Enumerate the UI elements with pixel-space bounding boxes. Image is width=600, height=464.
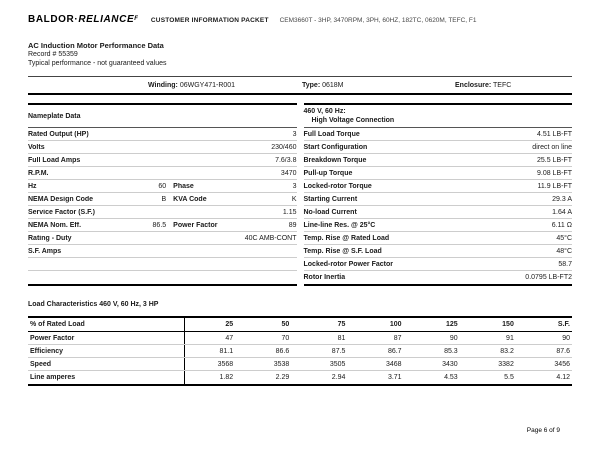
row-value: 11.9 LB-FT [537,182,572,190]
cell-value: 86.7 [387,347,402,355]
cell [28,209,166,216]
cell-value: 83.2 [500,347,514,355]
performance-note: Typical performance - not guaranteed values [28,60,167,67]
logo-trademark-glyph: F [134,16,138,22]
cell-value: 3456 [554,360,570,368]
column-header: 125 [446,321,458,328]
row-label: R.P.M. [28,169,49,177]
row-value: 9.08 LB-FT [536,169,572,177]
cell-value: 86.6 [275,347,290,355]
column-header: 50 [281,321,290,328]
page-header [28,14,588,25]
column-header: 25 [225,321,234,328]
column-header: S.F. [557,321,570,328]
row-label: Locked-rotor Torque [303,182,372,190]
type-value: 0618M [322,82,344,89]
table-row [28,345,572,358]
cell [28,222,166,229]
logo-text-baldor: BALDOR [28,14,75,25]
cell-value: 87.5 [331,347,346,355]
column-header: 100 [389,321,402,328]
table-row [28,154,297,167]
row-value: K [291,195,297,203]
row-value: 3470 [280,169,297,177]
data-tables-section [28,103,572,286]
table-row [28,167,297,180]
table-row [304,206,573,219]
table-row [304,245,573,258]
cell-value: 4.12 [556,374,570,381]
row-label: Starting Current [303,195,358,203]
cell-value: 47 [225,334,234,342]
row-value: 58.7 [558,260,572,268]
row-label: NEMA Design Code [28,195,94,203]
row-value: 4.51 LB-FT [536,130,572,138]
row-label: Line amperes [28,371,185,384]
nameplate-table [28,103,297,286]
cell-value: 90 [562,334,570,342]
table-row-empty [28,271,297,284]
row-label: Power Factor [28,332,185,344]
row-label: Full Load Amps [28,156,81,164]
row-label: Locked-rotor Power Factor [303,260,393,268]
table-row [304,258,573,271]
table-row [304,193,573,206]
type-label: Type: [302,82,321,89]
enclosure-label: Enclosure: [455,82,492,89]
cell [28,170,166,177]
enclosure-field [455,82,511,89]
winding-field [148,82,235,89]
table-row [304,180,573,193]
cell [28,235,166,242]
row-label: S.F. Amps [28,247,62,255]
row-value: 45°C [556,234,572,242]
row-label: Efficiency [28,345,185,357]
row-value: 230/460 [271,143,297,151]
cell [173,183,296,190]
row-value: 48°C [556,247,572,255]
connection-header-line1: 460 V, 60 Hz: [303,108,346,115]
row-label: Service Factor (S.F.) [28,208,95,216]
row-label: No-load Current [303,208,357,216]
row-value: 1.64 A [552,208,572,216]
nameplate-header-text: Nameplate Data [28,112,81,120]
cell [173,144,296,151]
table-row-empty [28,258,297,271]
connection-table-header [304,105,573,128]
row-value: 25.5 LB-FT [536,156,572,164]
table-row [304,141,573,154]
cell [173,157,296,164]
winding-label: Winding: [148,82,178,89]
cell-value: 91 [506,334,514,342]
row-value: direct on line [532,143,572,151]
row-value: 7.6/3.8 [275,156,297,164]
cell [28,144,166,151]
row-label2: Power Factor [173,221,218,229]
page-title: AC Induction Motor Performance Data [28,41,164,50]
row-label: Hz [28,182,37,190]
enclosure-value: TEFC [493,82,512,89]
row-mid-value: 60 [158,182,167,190]
cell-value: 3538 [273,360,290,368]
row-label: Rated Output (HP) [28,130,89,138]
row-value: 6.11 Ω [551,221,572,229]
row-label2: KVA Code [173,195,207,203]
cell-value: 3505 [329,360,346,368]
cell-value: 87.6 [556,347,570,355]
type-field [302,82,344,89]
row-value: 1.15 [282,208,297,216]
cell-value: 81.1 [219,347,234,355]
row-label: Line-line Res. @ 25°C [303,221,376,229]
table-row [304,128,573,141]
row-value: 40C AMB-CONT [244,234,297,242]
cell-value: 5.5 [504,374,514,381]
cell-value: 3568 [217,360,234,368]
column-header: 75 [337,321,346,328]
motor-model-line: CEM3660T - 3HP, 3470RPM, 3PH, 60HZ, 182TC, 0620M, TEFC, F1 [279,17,477,24]
row-value: 0.0795 LB-FT2 [525,274,572,281]
packet-label: CUSTOMER INFORMATION PACKET [150,17,269,24]
row-label: Pull-up Torque [303,169,353,177]
table-row [28,371,572,384]
table-row [304,271,573,284]
cell-value: 3382 [498,360,514,368]
row-value: 3 [292,130,297,138]
cell [28,131,166,138]
connection-table [304,103,573,286]
load-characteristics-table [28,316,572,386]
cell [28,157,166,164]
row-label: Start Configuration [303,143,368,151]
cell-value: 3468 [385,360,402,368]
winding-type-enclosure-bar [28,76,572,95]
row-label: Rating - Duty [28,234,72,242]
cell-value: 85.3 [444,347,458,355]
table-row [28,232,297,245]
row-label: NEMA Nom. Eff. [28,221,82,229]
row-label: Volts [28,143,45,151]
table-row [28,141,297,154]
cell [173,235,296,242]
page-number: Page 6 of 9 [526,427,560,434]
table-row [304,167,573,180]
table-row [28,128,297,141]
load-characteristics-title: Load Characteristics 460 V, 60 Hz, 3 HP [28,301,159,308]
row-label: Full Load Torque [303,130,360,138]
title-block [28,41,167,68]
cell [28,248,166,255]
table-row [304,219,573,232]
table-row [28,245,297,258]
cell [173,131,296,138]
table-row [28,358,572,371]
table-row [28,219,297,232]
cell-value: 4.53 [444,374,458,381]
cell-value: 2.94 [331,374,346,381]
column-header: 150 [502,321,514,328]
cell [173,222,296,229]
load-table-header-row [28,318,572,332]
table-row [28,193,297,206]
baldor-reliance-logo [28,14,138,25]
cell-value: 81 [337,334,346,342]
table-row [28,332,572,345]
row-value: 29.3 A [552,195,572,203]
cell-value: 87 [393,334,402,342]
cell [173,209,296,216]
row-mid-value: 86.5 [152,221,167,229]
row-mid-value: B [161,195,167,203]
table-row [28,180,297,193]
load-characteristics-section [28,301,572,386]
cell [173,170,296,177]
cell [173,196,296,203]
row-value: 3 [292,182,297,190]
row-label: Breakdown Torque [303,156,367,164]
cell [28,196,166,203]
logo-separator-dot: · [74,14,79,25]
cell-value: 3430 [442,360,458,368]
table-row [28,206,297,219]
cell-value: 3.71 [387,374,402,381]
cell-value: 70 [281,334,290,342]
column-header: % of Rated Load [28,318,185,331]
table-row [304,154,573,167]
row-label2: Phase [173,182,194,190]
cell-value: 1.82 [219,374,234,381]
nameplate-table-header [28,105,297,128]
row-value: 89 [288,221,297,229]
row-label: Temp. Rise @ Rated Load [303,234,390,242]
connection-header-line2: High Voltage Connection [311,117,395,124]
row-label: Speed [28,358,185,370]
winding-value: 06WGY471-R001 [179,82,236,89]
cell [28,183,166,190]
record-number: Record # 55359 [28,51,78,58]
row-label: Rotor Inertia [303,274,346,281]
row-label: Temp. Rise @ S.F. Load [303,247,382,255]
cell-value: 2.29 [275,374,290,381]
logo-text-reliance: RELIANCE [78,14,135,25]
table-row [304,232,573,245]
cell-value: 90 [449,334,458,342]
